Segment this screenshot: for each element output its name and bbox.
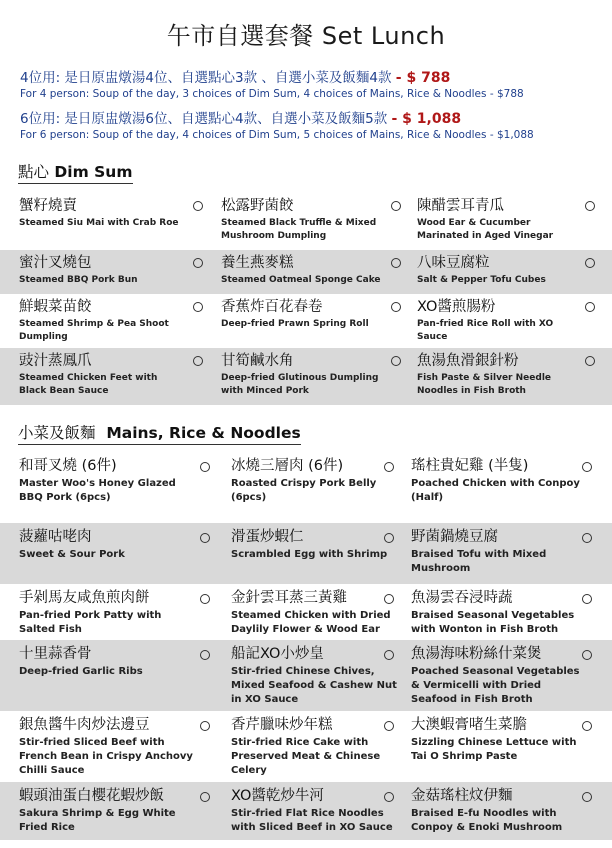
item-english-name: Braised E-fu Noodles with Conpoy & Enoki Mushroom — [411, 808, 563, 833]
select-radio[interactable] — [200, 594, 210, 604]
item-chinese-name: 船記XO小炒皇 — [231, 646, 324, 662]
item-chinese-name: 和哥叉燒 (6件) — [19, 458, 117, 474]
item-english-name: Stir-fried Rice Cake with Preserved Meat & Chinese Celery — [231, 737, 381, 776]
offer-4-english: For 4 person: Soup of the day, 3 choices of Dim Sum, 4 choices of Mains, Rice & Noodles - $788 — [20, 88, 524, 100]
select-radio[interactable] — [200, 721, 210, 731]
item-chinese-name: 蝦頭油蛋白櫻花蝦炒飯 — [19, 788, 164, 804]
item-chinese-name: 陳醋雲耳青瓜 — [417, 198, 504, 214]
select-radio[interactable] — [582, 462, 592, 472]
mains-row — [0, 452, 612, 523]
item-chinese-name: 滑蛋炒蝦仁 — [231, 529, 304, 545]
mains-item — [231, 584, 406, 640]
item-chinese-name: 豉汁蒸鳳爪 — [19, 353, 92, 369]
item-english-name: Deep-fried Glutinous Dumpling with Minced Pork — [221, 373, 379, 396]
select-radio[interactable] — [384, 462, 394, 472]
item-english-name: Fish Paste & Silver Needle Noodles in Fish Broth — [417, 373, 552, 396]
mains-item — [411, 711, 586, 782]
offer-4-text: 4位用: 是日原盅燉湯4位、自選點心3款 、自選小菜及飯麵4款 — [20, 70, 396, 86]
offer-6-price: - $ 1,088 — [391, 111, 462, 127]
item-english-name: Steamed Chicken with Dried Daylily Flower & Wood Ear — [231, 610, 391, 635]
item-chinese-name: 金菇瑤柱炆伊麵 — [411, 788, 513, 804]
select-radio[interactable] — [582, 594, 592, 604]
select-radio[interactable] — [193, 302, 203, 312]
item-english-name: Deep-fried Prawn Spring Roll — [221, 319, 369, 329]
item-chinese-name: 八味豆腐粒 — [417, 255, 490, 271]
select-radio[interactable] — [193, 258, 203, 268]
offer-4-person — [20, 66, 600, 100]
item-chinese-name: 香蕉炸百花春卷 — [221, 299, 323, 315]
item-chinese-name: 魚湯雲吞浸時蔬 — [411, 590, 513, 606]
select-radio[interactable] — [193, 356, 203, 366]
item-chinese-name: 手剁馬友咸魚煎肉餅 — [19, 590, 150, 606]
select-radio[interactable] — [582, 650, 592, 660]
dimsum-item — [221, 348, 383, 405]
item-chinese-name: 鮮蝦菜苗餃 — [19, 299, 92, 315]
select-radio[interactable] — [384, 792, 394, 802]
item-chinese-name: 養生燕麥糕 — [221, 255, 294, 271]
item-chinese-name: 大澳蝦膏啫生菜膽 — [411, 717, 527, 733]
item-english-name: Salt & Pepper Tofu Cubes — [417, 275, 546, 285]
item-english-name: Roasted Crispy Pork Belly (6pcs) — [231, 478, 377, 503]
item-chinese-name: 蟹籽燒賣 — [19, 198, 77, 214]
dimsum-item — [417, 294, 579, 348]
item-chinese-name: XO醬煎腸粉 — [417, 299, 496, 315]
mains-item — [231, 711, 406, 782]
select-radio[interactable] — [585, 356, 595, 366]
select-radio[interactable] — [200, 792, 210, 802]
dimsum-item — [417, 348, 579, 405]
select-radio[interactable] — [585, 302, 595, 312]
select-radio[interactable] — [585, 258, 595, 268]
item-english-name: Braised Tofu with Mixed Mushroom — [411, 549, 547, 574]
item-english-name: Wood Ear & Cucumber Marinated in Aged Vinegar — [417, 218, 554, 241]
item-chinese-name: 十里蒜香骨 — [19, 646, 92, 662]
mains-item — [411, 640, 586, 711]
item-chinese-name: 甘筍鹹水角 — [221, 353, 294, 369]
item-english-name: Stir-fried Flat Rice Noodles with Sliced Beef in XO Sauce — [231, 808, 393, 833]
item-english-name: Stir-fried Sliced Beef with French Bean in Crispy Anchovy Chilli Sauce — [19, 737, 193, 776]
item-english-name: Pan-fried Rice Roll with XO Sauce — [417, 319, 554, 342]
dimsum-item — [19, 294, 181, 348]
select-radio[interactable] — [200, 462, 210, 472]
dimsum-row — [0, 294, 612, 348]
item-english-name: Steamed Oatmeal Sponge Cake — [221, 275, 381, 285]
mains-item — [231, 452, 406, 523]
select-radio[interactable] — [582, 792, 592, 802]
item-english-name: Poached Seasonal Vegetables & Vermicelli with Dried Seafood in Fish Broth — [411, 666, 580, 705]
dimsum-item — [19, 348, 181, 405]
mains-item — [231, 782, 406, 840]
dimsum-item — [417, 193, 579, 250]
item-english-name: Scrambled Egg with Shrimp — [231, 549, 388, 560]
mains-item — [231, 523, 406, 584]
item-chinese-name: 金針雲耳蒸三黃雞 — [231, 590, 347, 606]
select-radio[interactable] — [391, 356, 401, 366]
select-radio[interactable] — [384, 650, 394, 660]
item-chinese-name: 菠蘿咕咾肉 — [19, 529, 92, 545]
mains-item — [19, 523, 194, 584]
mains-row — [0, 584, 612, 640]
item-chinese-name: 冰燒三層肉 (6件) — [231, 458, 344, 474]
item-english-name: Braised Seasonal Vegetables with Wonton in Fish Broth — [411, 610, 575, 635]
item-english-name: Sweet & Sour Pork — [19, 549, 125, 560]
item-chinese-name: 魚湯海味粉絲什菜煲 — [411, 646, 542, 662]
select-radio[interactable] — [193, 201, 203, 211]
select-radio[interactable] — [384, 533, 394, 543]
item-chinese-name: 松露野菌餃 — [221, 198, 294, 214]
select-radio[interactable] — [582, 721, 592, 731]
item-chinese-name: 瑤柱貴妃雞 (半隻) — [411, 458, 529, 474]
select-radio[interactable] — [391, 258, 401, 268]
offer-4-price: - $ 788 — [395, 70, 451, 86]
mains-item — [411, 452, 586, 523]
mains-row — [0, 523, 612, 584]
dimsum-item — [221, 250, 383, 294]
mains-row — [0, 782, 612, 840]
item-english-name: Poached Chicken with Conpoy (Half) — [411, 478, 580, 503]
item-chinese-name: 野菌鍋燒豆腐 — [411, 529, 498, 545]
dimsum-row — [0, 250, 612, 294]
section-mains-heading: 小菜及飯麵 Mains, Rice & Noodles — [18, 421, 301, 445]
dimsum-row — [0, 348, 612, 405]
mains-item — [411, 584, 586, 640]
offer-6-text: 6位用: 是日原盅燉湯6位、自選點心4款、自選小菜及飯麵5款 — [20, 111, 392, 127]
mains-row — [0, 711, 612, 782]
dimsum-item — [221, 193, 383, 250]
offer-6-english: For 6 person: Soup of the day, 4 choices of Dim Sum, 5 choices of Mains, Rice & Noodles - $1,088 — [20, 129, 534, 141]
menu-title: 午市自選套餐 Set Lunch — [166, 22, 446, 50]
item-chinese-name: 魚湯魚滑銀針粉 — [417, 353, 519, 369]
dimsum-item — [221, 294, 383, 348]
mains-item — [19, 584, 194, 640]
dimsum-row — [0, 193, 612, 250]
item-chinese-name: XO醬乾炒牛河 — [231, 788, 324, 804]
item-english-name: Deep-fried Garlic Ribs — [19, 666, 143, 677]
item-chinese-name: 銀魚醬牛肉炒法邊豆 — [19, 717, 150, 733]
item-english-name: Steamed Shrimp & Pea Shoot Dumpling — [19, 319, 169, 342]
select-radio[interactable] — [391, 201, 401, 211]
select-radio[interactable] — [384, 721, 394, 731]
mains-row — [0, 640, 612, 711]
item-english-name: Steamed Black Truffle & Mixed Mushroom Dumpling — [221, 218, 377, 241]
item-english-name: Steamed BBQ Pork Bun — [19, 275, 138, 285]
mains-item — [411, 523, 586, 584]
mains-item — [411, 782, 586, 840]
item-english-name: Sakura Shrimp & Egg White Fried Rice — [19, 808, 176, 833]
select-radio[interactable] — [200, 650, 210, 660]
dimsum-item — [19, 250, 181, 294]
item-chinese-name: 蜜汁叉燒包 — [19, 255, 92, 271]
item-english-name: Master Woo's Honey Glazed BBQ Pork (6pcs) — [19, 478, 176, 503]
select-radio[interactable] — [582, 533, 592, 543]
item-english-name: Steamed Chicken Feet with Black Bean Sauce — [19, 373, 158, 396]
select-radio[interactable] — [200, 533, 210, 543]
dimsum-item — [19, 193, 181, 250]
select-radio[interactable] — [384, 594, 394, 604]
item-english-name: Stir-fried Chinese Chives, Mixed Seafood & Cashew Nut in XO Sauce — [231, 666, 397, 705]
mains-item — [19, 711, 194, 782]
mains-item — [231, 640, 406, 711]
mains-item — [19, 782, 194, 840]
select-radio[interactable] — [585, 201, 595, 211]
offer-6-person — [20, 107, 600, 141]
item-chinese-name: 香芹臘味炒年糕 — [231, 717, 333, 733]
item-english-name: Steamed Siu Mai with Crab Roe — [19, 218, 179, 228]
mains-item — [19, 640, 194, 711]
section-dim-sum-heading: 點心 Dim Sum — [18, 160, 133, 184]
item-english-name: Pan-fried Pork Patty with Salted Fish — [19, 610, 162, 635]
mains-item — [19, 452, 194, 523]
select-radio[interactable] — [391, 302, 401, 312]
item-english-name: Sizzling Chinese Lettuce with Tai O Shrimp Paste — [411, 737, 577, 762]
dimsum-item — [417, 250, 579, 294]
